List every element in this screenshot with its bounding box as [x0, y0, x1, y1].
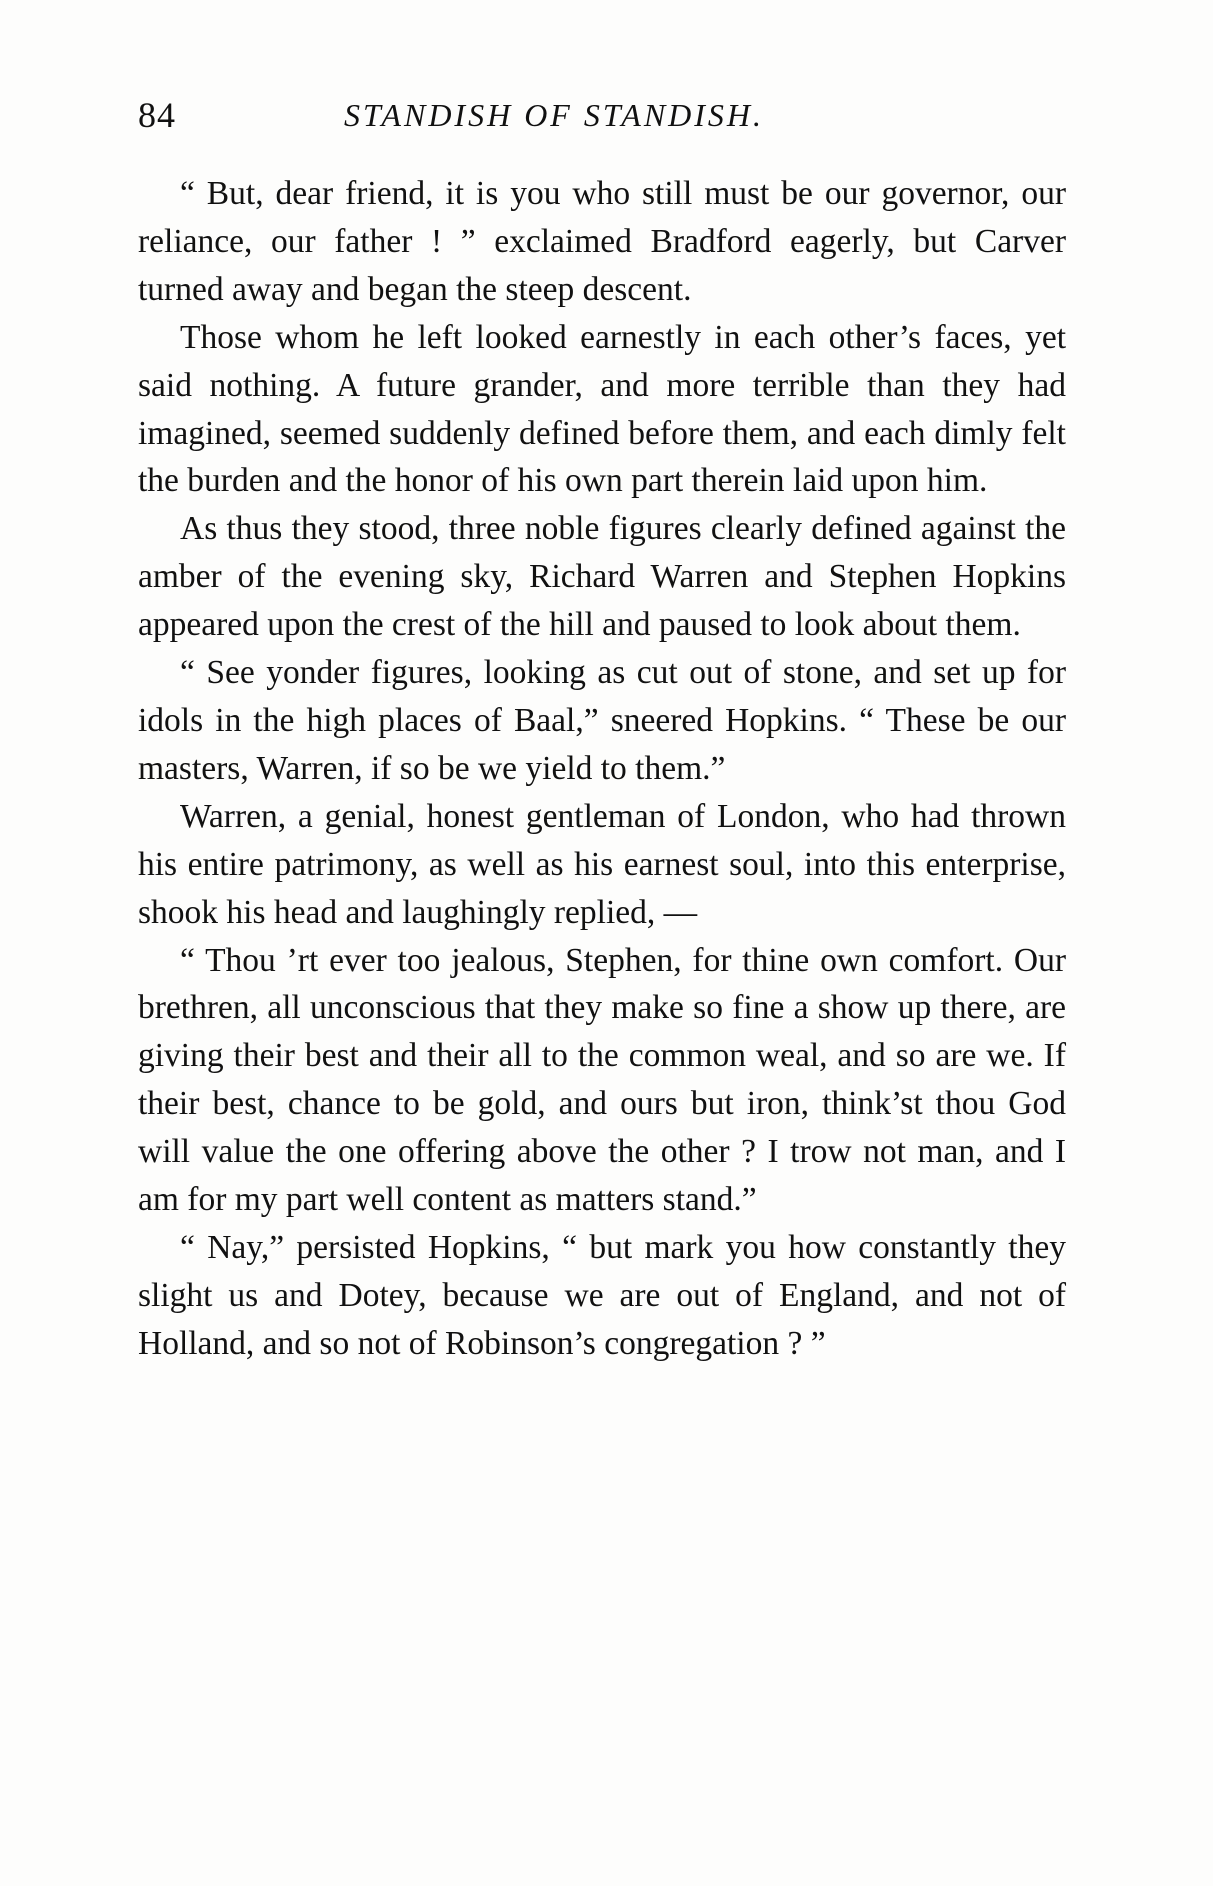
running-title: STANDISH OF STANDISH. [344, 97, 765, 133]
paragraph-5: Warren, a genial, honest gentleman of London, who had thrown his entire patrimony, as well as his earnest soul, into this enterprise, shook his head and laughingly replied, — [138, 797, 1066, 931]
page-number: 84 [138, 95, 176, 135]
paragraph-7: “ Nay,” persisted Hopkins, “ but mark you how constantly they slight us and Dotey, because we are out of England, and not of Holland, and so not of Robinson’s congregation ? ” [138, 1228, 1066, 1362]
paragraph-4: “ See yonder figures, looking as cut out of stone, and set up for idols in the high places of Baal,” sneered Hopkins. “ These be our masters, Warren, if so be we yield to them.” [138, 654, 1066, 787]
body-text [138, 170, 1066, 1368]
paragraph-3: As thus they stood, three noble figures clearly defined against the amber of the evening sky, Richard Warren and Stephen Hopkins appeared upon the crest of the hill and paused to look about them. [138, 510, 1066, 644]
paragraph-6: “ Thou ’rt ever too jealous, Stephen, for thine own comfort. Our brethren, all unconscious that they make so fine a show up there, are giving their best and their all to the common weal, and so are we. If their best, chance to be gold, and ours but iron, think’st thou God will value the one offering above the other ? I trow not man, and I am for my part well content as matters stand.” [138, 941, 1066, 1219]
paragraph-1: “ But, dear friend, it is you who still must be our governor, our reliance, our father ! ” exclaimed Bradford eagerly, but Carver turned away and began the steep descent. [138, 175, 1066, 308]
paragraph-2: Those whom he left looked earnestly in each other’s faces, yet said nothing. A future grander, and more terrible than they had imagined, seemed suddenly defined before them, and each dimly felt the burden and the honor of his own part therein laid upon him. [138, 318, 1066, 500]
page-header [138, 92, 1068, 138]
